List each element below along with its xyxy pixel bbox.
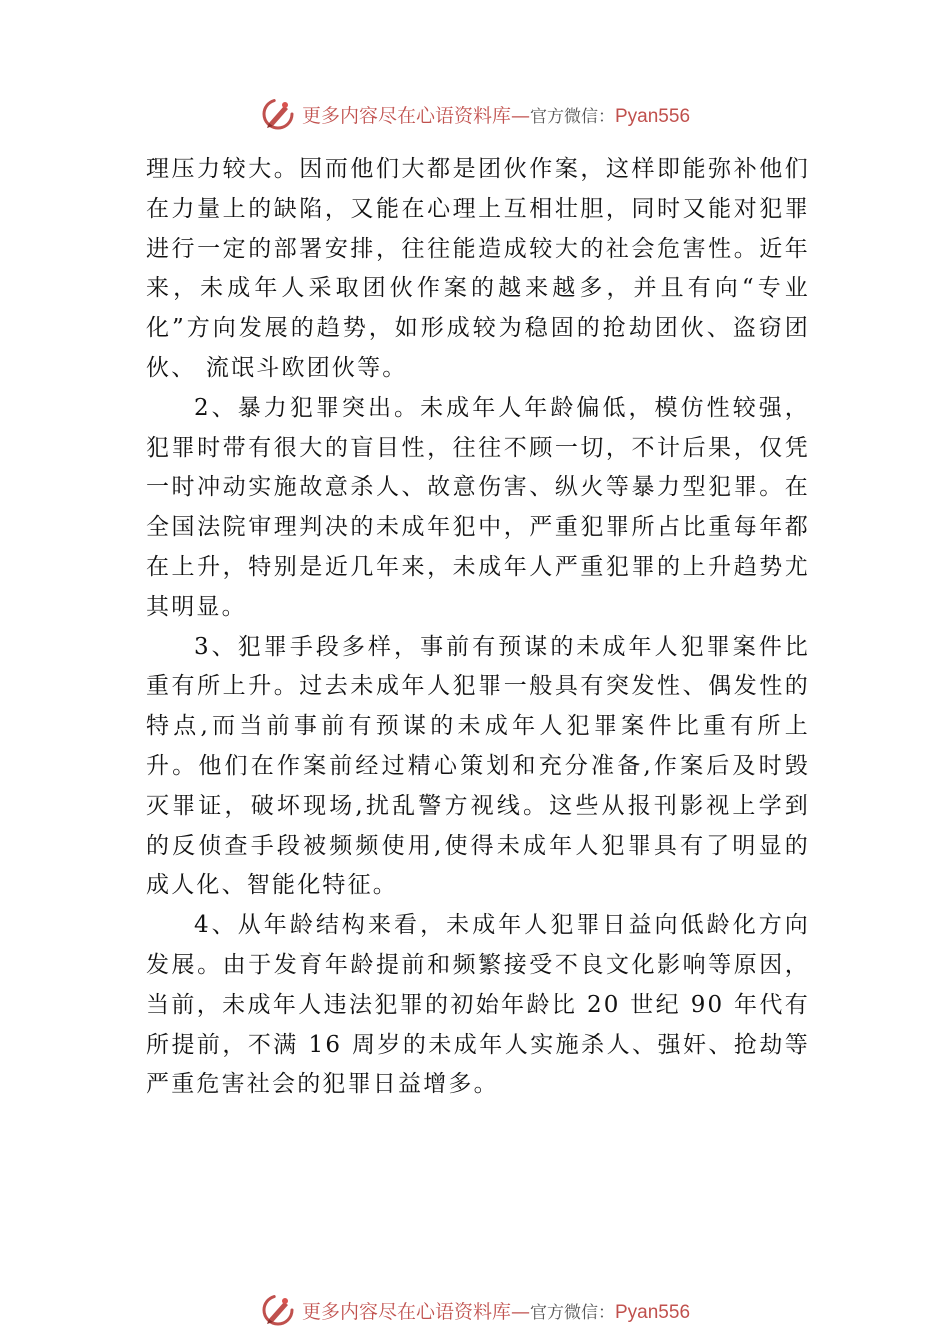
banner-handle: Pyan556 xyxy=(615,105,691,127)
paragraph-2: 2、暴力犯罪突出。未成年人年龄偏低，模仿性较强，犯罪时带有很大的盲目性，往往不顾一切，不计后果，仅凭一时冲动实施故意杀人、故意伤害、纵火等暴力型犯罪。在全国法院审理判决的未成年犯中，严重犯罪所占比重每年都在上升，特别是近几年来，未成年人严重犯罪的上升趋势尤其明显。 xyxy=(146,394,810,620)
banner-dash: — xyxy=(511,104,530,127)
footer-banner xyxy=(0,1290,950,1330)
banner-site: 更多内容尽在心语资料库 xyxy=(301,104,511,127)
banner-site: 更多内容尽在心语资料库 xyxy=(301,1300,511,1323)
paragraph-1: 理压力较大。因而他们大都是团伙作案，这样即能弥补他们在力量上的缺陷，又能在心理上互相壮胆，同时又能对犯罪进行一定的部署安排，往往能造成较大的社会危害性。近年来，未成年人采取团伙作案的越来越多，并且有向“专业化”方向发展的趋势，如形成较为稳固的抢劫团伙、盗窃团伙、 流氓斗欧团伙等。 xyxy=(146,156,810,381)
footer-banner-text xyxy=(302,1297,690,1324)
paragraph-4: 4、从年龄结构来看，未成年人犯罪日益向低龄化方向发展。由于发育年龄提前和频繁接受不良文化影响等原因，当前，未成年人违法犯罪的初始年龄比 20 世纪 90 年代有所提前，不满 16 周岁的未成年人实施杀人、强奸、抢劫等严重危害社会的犯罪日益增多。 xyxy=(146,912,810,1098)
banner-dash: — xyxy=(511,1300,530,1323)
banner-wechat-label: 官方微信： xyxy=(530,106,615,127)
header-banner-text xyxy=(302,101,690,128)
paragraph-3: 3、犯罪手段多样，事前有预谋的未成年人犯罪案件比重有所上升。过去未成年人犯罪一般具有突发性、偶发性的特点,而当前事前有预谋的未成年人犯罪案件比重有所上升。他们在作案前经过精心策划和充分准备,作案后及时毁灭罪证，破坏现场,扰乱警方视线。这些从报刊影视上学到的反侦查手段被频频使用,使得未成年人犯罪具有了明显的成人化、智能化特征。 xyxy=(146,633,810,899)
header-banner xyxy=(0,94,950,134)
document-body xyxy=(146,150,810,1105)
logo-pen-icon xyxy=(260,1292,296,1328)
logo-pen-icon xyxy=(260,96,296,132)
banner-handle: Pyan556 xyxy=(615,1301,691,1323)
banner-wechat-label: 官方微信： xyxy=(530,1302,615,1323)
